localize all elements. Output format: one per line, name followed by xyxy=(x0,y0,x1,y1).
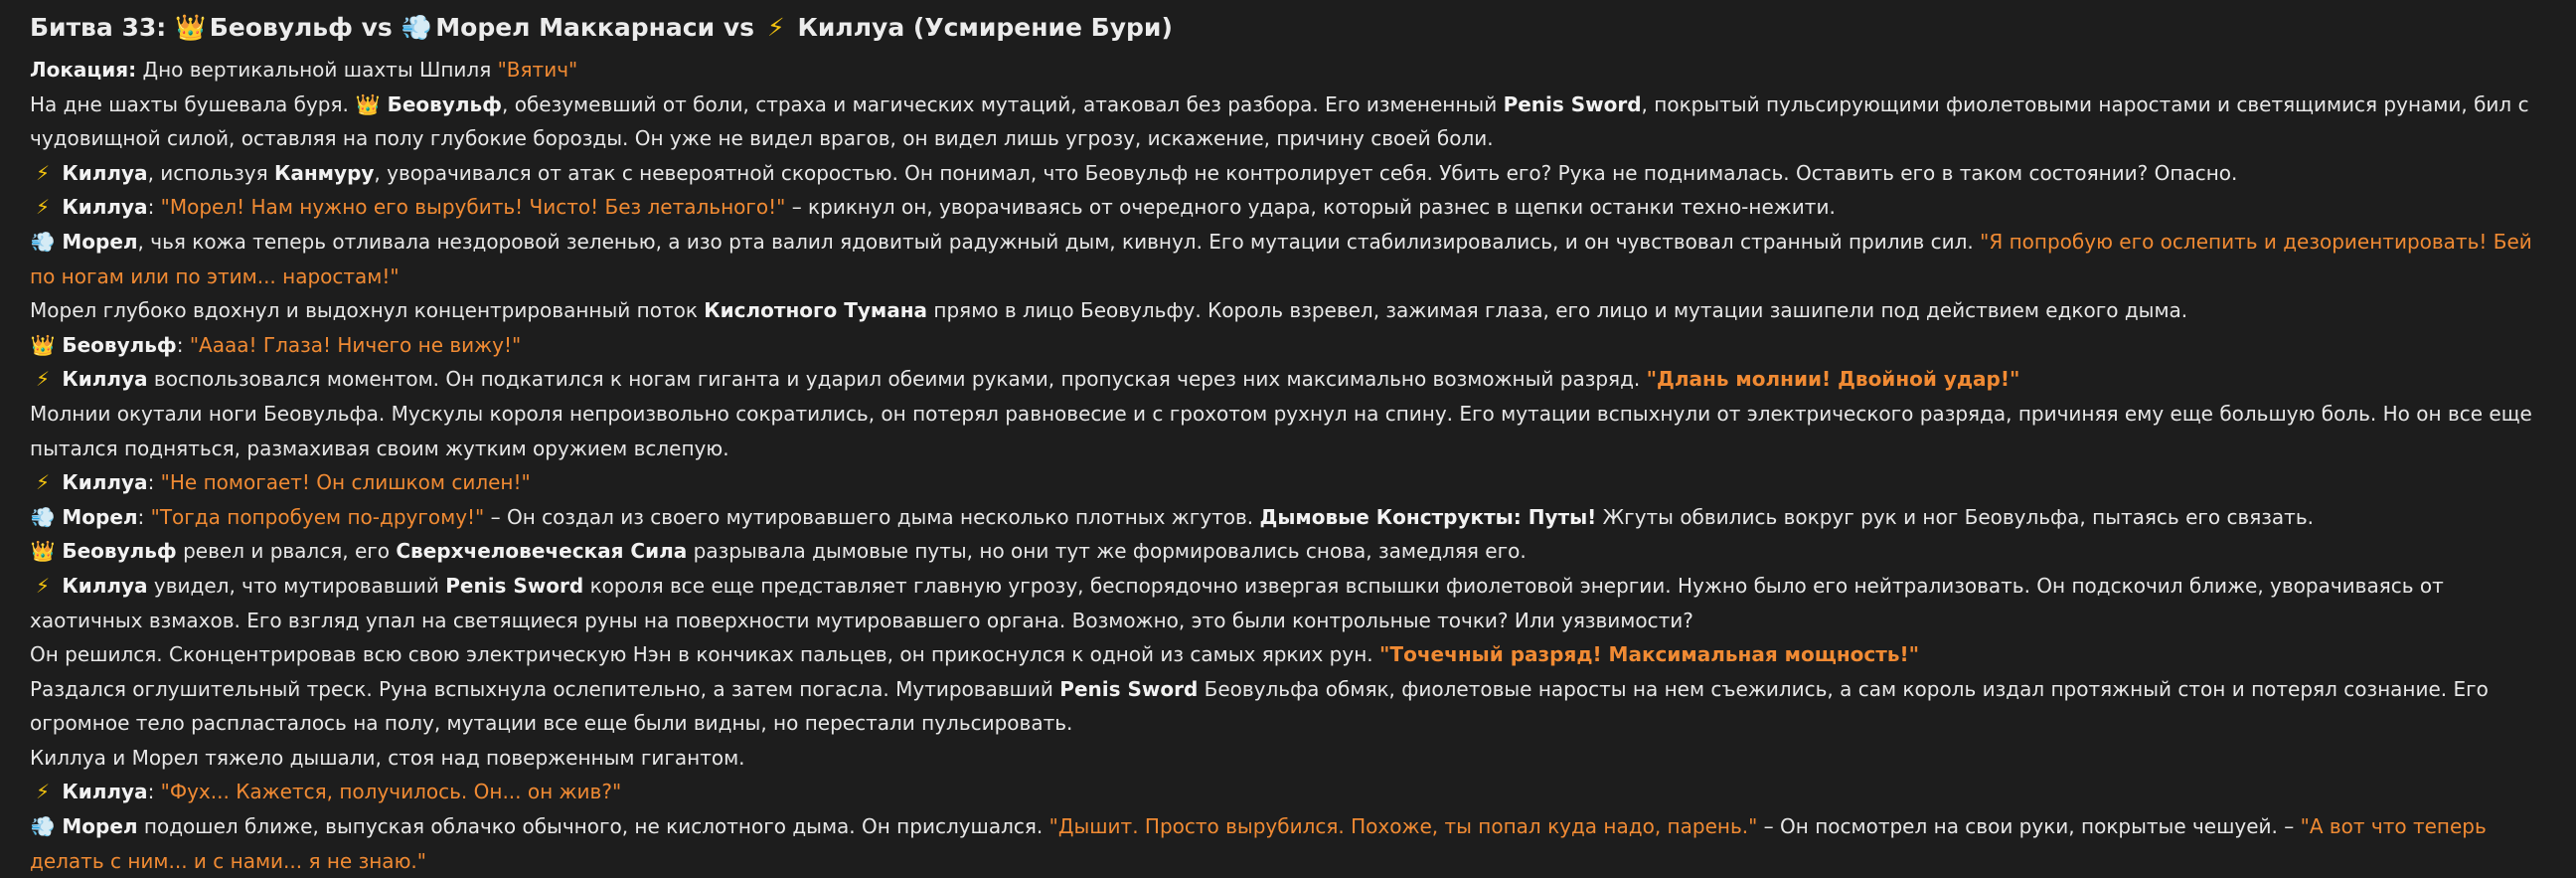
paragraph: Киллуа и Морел тяжело дышали, стоя над поверженным гигантом. xyxy=(30,745,745,770)
paragraph: Морел глубоко вдохнул и выдохнул концентрированный поток Кислотного Тумана прямо в лицо Беовульфу. Король взревел, зажимая глаза, его лицо и мутации зашипели под действием едкого дыма. xyxy=(30,298,2188,323)
paragraph: Он решился. Сконцентрировав всю свою электрическую Нэн в кончиках пальцев, он прикоснулся к одной из самых ярких рун. "Точечный разряд! Максимальная мощность!" xyxy=(30,642,1920,667)
dialogue-line: ⚡ Киллуа: "Не помогает! Он слишком силен!" xyxy=(30,465,2549,500)
fighter-beowulf: Беовульф xyxy=(209,13,353,42)
lightning-icon: ⚡ xyxy=(35,780,51,804)
smoke-puff-icon: 💨 xyxy=(401,13,432,42)
lightning-icon: ⚡ xyxy=(35,195,51,220)
paragraph: Раздался оглушительный треск. Руна вспыхнула ослепительно, а затем погасла. Мутировавший Penis Sword Беовульфа обмяк, фиолетовые наросты на нем съежились, а сам король издал протяжный стон и потерял сознание. Его огромное тело распласталось на полу, мутации все еще были видны, но перестали пульсировать. xyxy=(30,676,2489,736)
lightning-icon: ⚡ xyxy=(766,13,785,42)
versus-label: vs xyxy=(361,13,393,42)
lightning-icon: ⚡ xyxy=(35,160,51,185)
lightning-icon: ⚡ xyxy=(35,367,51,392)
paragraph: ⚡ Киллуа, используя Канмуру, уворачивался от атак с невероятной скоростью. Он понимал, что Беовульф не контролирует себя. Убить его? Рука не поднималась. Оставить его в таком состоянии? Опасно. xyxy=(30,156,2549,191)
dialogue-line: ⚡ Киллуа: "Морел! Нам нужно его вырубить! Чисто! Без летального!" – крикнул он, уворачиваясь от очередного удара, который разнес в щепки останки техно-нежити. xyxy=(30,190,2549,225)
lightning-icon: ⚡ xyxy=(35,470,51,495)
smoke-puff-icon: 💨 xyxy=(30,814,56,839)
battle-title xyxy=(30,8,2549,48)
crown-icon: 👑 xyxy=(174,13,207,42)
versus-label: vs xyxy=(723,13,755,42)
lightning-icon: ⚡ xyxy=(35,573,51,598)
dialogue-line: 👑 Беовульф: "Аааа! Глаза! Ничего не вижу!" xyxy=(30,328,2549,363)
smoke-puff-icon: 💨 xyxy=(30,504,56,529)
paragraph: 👑 Беовульф ревел и рвался, его Сверхчеловеческая Сила разрывала дымовые путы, но они тут же формировались снова, замедляя его. xyxy=(30,534,2549,569)
crown-icon: 👑 xyxy=(30,332,56,357)
location-line: Локация: Дно вертикальной шахты Шпиля "Вятич" xyxy=(30,58,578,82)
paragraph: На дне шахты бушевала буря. 👑 Беовульф, обезумевший от боли, страха и магических мутаций, атаковал без разбора. Его измененный Penis Sword, покрытый пульсирующими фиолетовыми наростами и светящимися рунами, бил с чудовищной силой, оставляя на полу глубокие борозды. Он уже не видел врагов, он видел лишь угрозу, искажение, причину своей боли. xyxy=(30,88,2549,156)
paragraph: 💨 Морел, чья кожа теперь отливала нездоровой зеленью, а изо рта валил ядовитый радужный дым, кивнул. Его мутации стабилизировались, и он чувствовал странный прилив сил. "Я попробую его ослепить и дезориентировать! Бей по ногам или по этим... наростам!" xyxy=(30,225,2549,293)
paragraph: ⚡ Киллуа увидел, что мутировавший Penis Sword короля все еще представляет главную угрозу, беспорядочно извергая вспышки фиолетовой энергии. Нужно было его нейтрализовать. Он подскочил ближе, уворачиваясь от хаотичных взмахов. Его взгляд упал на светящиеся руны на поверхности мутировавшего органа. Возможно, это были контрольные точки? Или уязвимости? xyxy=(30,569,2549,637)
dialogue-line: ⚡ Киллуа: "Фух... Кажется, получилось. Он... он жив?" xyxy=(30,775,2549,809)
smoke-puff-icon: 💨 xyxy=(30,229,56,254)
paragraph: 💨 Морел подошел ближе, выпуская облачко обычного, не кислотного дыма. Он прислушался. "Дышит. Просто вырубился. Похоже, ты попал куда надо, парень." – Он посмотрел на свои руки, покрытые чешуей. – "А вот что теперь делать с ним... и с нами... я не знаю." xyxy=(30,809,2549,878)
paragraph: Молнии окутали ноги Беовульфа. Мускулы короля непроизвольно сократились, он потерял равновесие и с грохотом рухнул на спину. Его мутации вспыхнули от электрического разряда, причиняя ему еще большую боль. Но он все еще пытался подняться, размахивая своим жутким оружием вслепую. xyxy=(30,401,2532,460)
location-name: "Вятич" xyxy=(497,58,578,82)
fighter-morel: Морел Маккарнаси xyxy=(435,13,716,42)
crown-icon: 👑 xyxy=(30,539,56,564)
crown-icon: 👑 xyxy=(355,91,381,116)
fighter-killua: Киллуа (Усмирение Бури) xyxy=(797,13,1173,42)
paragraph: ⚡ Киллуа воспользовался моментом. Он подкатился к ногам гиганта и ударил обеими руками, пропуская через них максимально возможный разряд. "Длань молнии! Двойной удар!" xyxy=(30,362,2549,397)
battle-number: Битва 33: xyxy=(30,13,167,42)
dialogue-line: 💨 Морел: "Тогда попробуем по-другому!" – Он создал из своего мутировавшего дыма несколько плотных жгутов. Дымовые Конструкты: Путы! Жгуты обвились вокруг рук и ног Беовульфа, пытаясь его связать. xyxy=(30,500,2549,535)
location-label: Локация: xyxy=(30,58,137,82)
battle-story xyxy=(30,8,2549,878)
